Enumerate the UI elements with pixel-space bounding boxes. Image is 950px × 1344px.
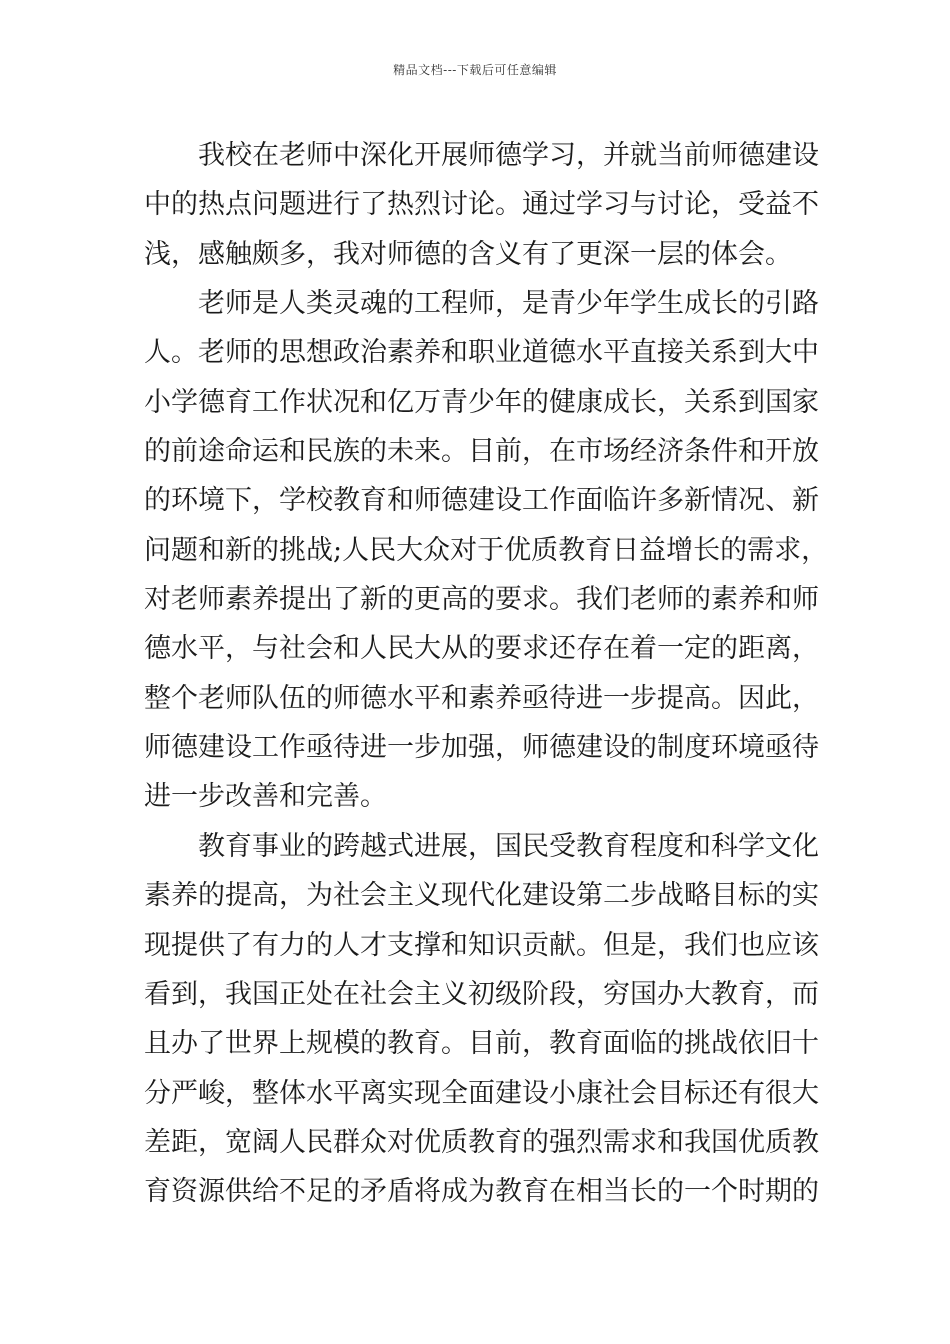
text-line: 小学德育工作状况和亿万青少年的健康成长，关系到国家 xyxy=(144,386,819,418)
text-line: 老师是人类灵魂的工程师，是青少年学生成长的引路 xyxy=(198,288,819,320)
text-line: 德水平，与社会和人民大从的要求还存在着一定的距离， xyxy=(144,633,819,665)
text-line: 教育事业的跨越式进展，国民受教育程度和科学文化 xyxy=(198,830,819,862)
text-line: 进一步改善和完善。 xyxy=(144,781,387,813)
text-line: 育资源供给不足的矛盾将成为教育在相当长的一个时期的 xyxy=(144,1176,819,1208)
text-line: 且办了世界上规模的教育。目前，教育面临的挑战依旧十 xyxy=(144,1028,819,1060)
text-line: 问题和新的挑战;人民大众对于优质教育日益增长的需求， xyxy=(144,534,829,566)
text-line: 现提供了有力的人才支撑和知识贡献。但是，我们也应该 xyxy=(144,929,819,961)
page-header: 精品文档---下载后可任意编辑 xyxy=(393,63,557,77)
text-line: 对老师素养提出了新的更高的要求。我们老师的素养和师 xyxy=(144,584,819,616)
text-line: 看到，我国正处在社会主义初级阶段，穷国办大教育，而 xyxy=(144,978,819,1010)
text-line: 的环境下，学校教育和师德建设工作面临许多新情况、新 xyxy=(144,485,819,517)
text-line: 人。老师的思想政治素养和职业道德水平直接关系到大中 xyxy=(144,337,819,369)
text-line: 差距，宽阔人民群众对优质教育的强烈需求和我国优质教 xyxy=(144,1126,819,1158)
text-line: 师德建设工作亟待进一步加强，师德建设的制度环境亟待 xyxy=(144,732,819,764)
text-line: 浅，感触颇多，我对师德的含义有了更深一层的体会。 xyxy=(144,238,792,270)
text-line: 分严峻，整体水平离实现全面建设小康社会目标还有很大 xyxy=(144,1077,819,1109)
text-line: 的前途命运和民族的未来。目前，在市场经济条件和开放 xyxy=(144,436,819,468)
document-body xyxy=(144,131,829,1217)
text-line: 素养的提高，为社会主义现代化建设第二步战略目标的实 xyxy=(144,880,819,912)
text-line: 我校在老师中深化开展师德学习，并就当前师德建设 xyxy=(198,140,819,171)
text-line: 中的热点问题进行了热烈讨论。通过学习与讨论，受益不 xyxy=(144,189,819,221)
text-line: 整个老师队伍的师德水平和素养亟待进一步提高。因此， xyxy=(144,682,819,714)
